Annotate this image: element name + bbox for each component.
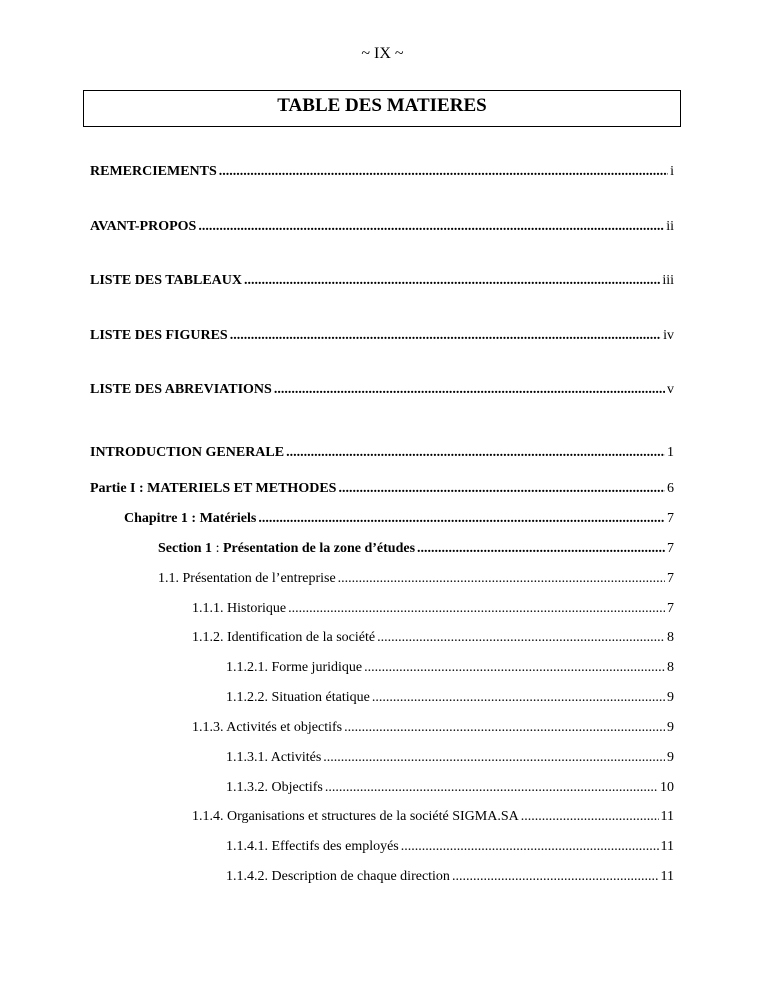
- toc-leader: [377, 629, 665, 647]
- toc-entry-1-1[interactable]: [158, 570, 674, 588]
- toc-label: INTRODUCTION GENERALE: [90, 445, 285, 460]
- toc-leader: [230, 327, 661, 345]
- toc-entry-1-1-4-1[interactable]: [226, 838, 674, 856]
- toc-leader: [288, 600, 665, 618]
- toc-leader: [286, 444, 665, 462]
- toc-page-number: 7: [667, 541, 674, 556]
- toc-leader: [452, 868, 659, 886]
- toc-label: LISTE DES FIGURES: [90, 328, 228, 343]
- toc-label: 1.1.4. Organisations et structures de la société SIGMA.SA: [192, 809, 519, 824]
- toc-entry-1-1-4[interactable]: [192, 808, 674, 826]
- toc-leader: [364, 659, 665, 677]
- toc-entry-partie-1[interactable]: [90, 480, 674, 498]
- toc-label: 1.1.2. Identification de la société: [192, 630, 376, 645]
- toc-leader: [338, 480, 665, 498]
- toc-label: Partie I : MATERIELS ET METHODES: [90, 481, 337, 496]
- toc-leader: [258, 510, 665, 528]
- toc-entry-1-1-3[interactable]: [192, 719, 674, 737]
- toc-page-number: iv: [663, 328, 674, 343]
- toc-label: 1.1.2.2. Situation étatique: [226, 690, 370, 705]
- toc-label: AVANT-PROPOS: [90, 219, 197, 234]
- toc-entry-introduction-generale[interactable]: [90, 444, 674, 462]
- toc-entry-avant-propos[interactable]: [90, 218, 674, 236]
- toc-page-number: ii: [666, 219, 674, 234]
- toc-page-number: i: [670, 164, 674, 179]
- toc-label: 1.1.2.1. Forme juridique: [226, 660, 363, 675]
- toc-leader: [198, 218, 664, 236]
- toc-page-number: 9: [667, 690, 674, 705]
- toc-leader: [401, 838, 659, 856]
- toc-entry-1-1-3-2[interactable]: [226, 779, 674, 797]
- toc-label: 1.1.4.1. Effectifs des employés: [226, 839, 399, 854]
- toc-label: LISTE DES TABLEAUX: [90, 273, 242, 288]
- toc-entry-1-1-2[interactable]: [192, 629, 674, 647]
- toc-entry-liste-des-tableaux[interactable]: [90, 272, 674, 290]
- toc-page-number: 9: [667, 750, 674, 765]
- toc-label: LISTE DES ABREVIATIONS: [90, 382, 272, 397]
- toc-entry-chapitre-1[interactable]: [124, 510, 674, 528]
- toc-entry-section-1[interactable]: [158, 540, 674, 558]
- toc-label: 1.1.3. Activités et objectifs: [192, 720, 343, 735]
- toc-label-part: Section 1: [158, 541, 213, 556]
- toc-page-number: 1: [667, 445, 674, 460]
- toc-page-number: 11: [660, 809, 674, 824]
- toc-leader: [325, 779, 658, 797]
- toc-page-number: 9: [667, 720, 674, 735]
- toc-page-number: 7: [667, 571, 674, 586]
- toc-page-number: 8: [667, 630, 674, 645]
- toc-entry-1-1-4-2[interactable]: [226, 868, 674, 886]
- toc-entry-1-1-2-2[interactable]: [226, 689, 674, 707]
- toc-leader: [344, 719, 665, 737]
- toc-entry-liste-des-figures[interactable]: [90, 327, 674, 345]
- toc-label: 1.1. Présentation de l’entreprise: [158, 571, 336, 586]
- toc-label: 1.1.3.2. Objectifs: [226, 780, 323, 795]
- toc-entry-liste-des-abreviations[interactable]: [90, 381, 674, 399]
- toc-label: 1.1.3.1. Activités: [226, 750, 322, 765]
- toc-entry-1-1-2-1[interactable]: [226, 659, 674, 677]
- toc-label: 1.1.4.2. Description de chaque direction: [226, 869, 450, 884]
- toc-leader: [338, 570, 665, 588]
- toc-leader: [417, 540, 665, 558]
- toc-label-separator: :: [212, 541, 223, 556]
- toc-label: [158, 540, 415, 558]
- toc-page-number: 7: [667, 601, 674, 616]
- toc-page-number: v: [667, 382, 674, 397]
- toc-leader: [372, 689, 665, 707]
- toc-page-number: 11: [660, 839, 674, 854]
- toc-label-part: Présentation de la zone d’études: [222, 541, 416, 556]
- toc-page-number: 8: [667, 660, 674, 675]
- toc-leader: [521, 808, 659, 826]
- page-number: ~ IX ~: [361, 45, 404, 62]
- toc-entry-1-1-1[interactable]: [192, 600, 674, 618]
- toc-page-number: iii: [662, 273, 674, 288]
- toc-leader: [323, 749, 665, 767]
- toc-leader: [274, 381, 665, 399]
- toc-label: REMERCIEMENTS: [90, 164, 217, 179]
- toc-page-number: 7: [667, 511, 674, 526]
- toc-entry-remerciements[interactable]: [90, 163, 674, 181]
- toc-page-number: 6: [667, 481, 674, 496]
- page-title: TABLE DES MATIERES: [277, 95, 487, 116]
- toc-leader: [219, 163, 668, 181]
- toc-leader: [244, 272, 660, 290]
- title-box: [83, 90, 681, 127]
- toc-page-number: 11: [660, 869, 674, 884]
- toc-entry-1-1-3-1[interactable]: [226, 749, 674, 767]
- toc-label: 1.1.1. Historique: [192, 601, 287, 616]
- toc-label: Chapitre 1 : Matériels: [124, 511, 257, 526]
- toc-page-number: 10: [660, 780, 674, 795]
